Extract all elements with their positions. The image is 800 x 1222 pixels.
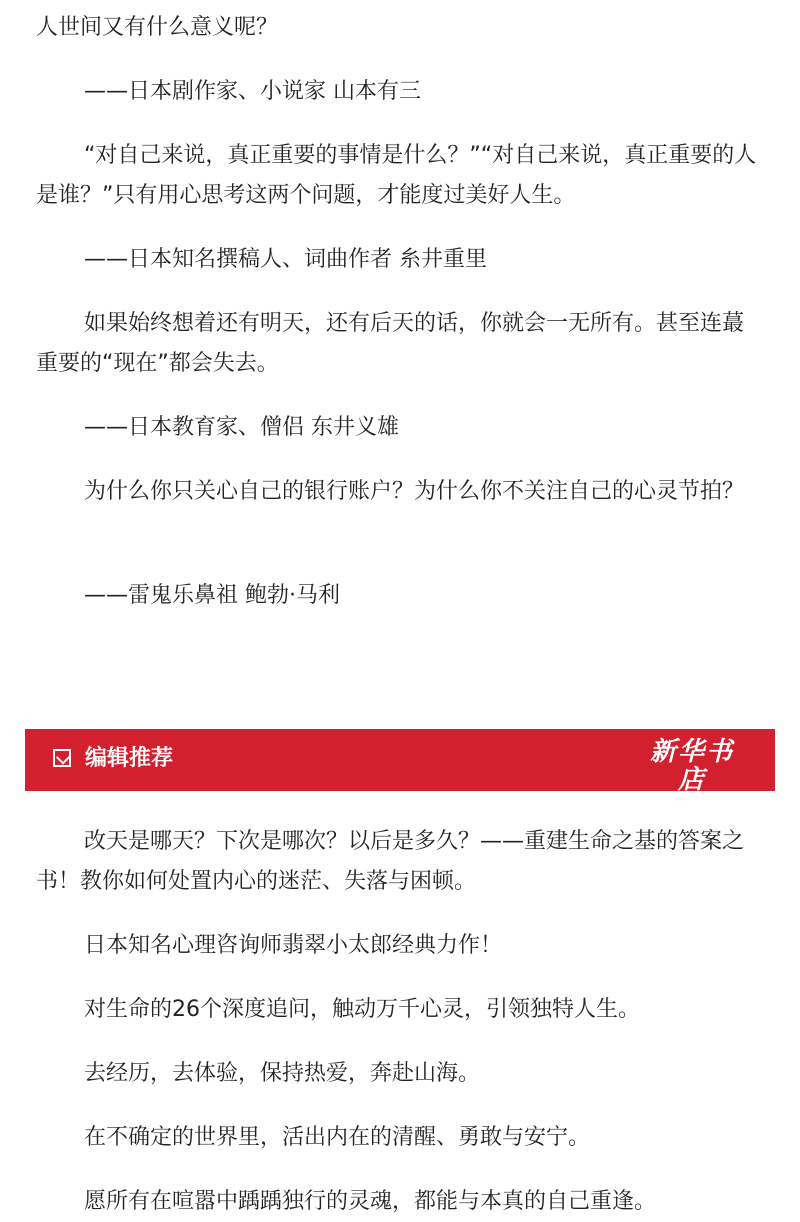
quote-text: 人世间又有什么意义呢？	[36, 15, 279, 40]
logo-text: 新华书店	[649, 737, 734, 795]
quote-attribution: ——日本知名撰稿人、词曲作者 糸井重里	[84, 247, 487, 272]
logo-subtext: XINHUA BOOKSTORE	[647, 796, 737, 804]
quote-text: “对自己来说，真正重要的事情是什么？”“对自己来说，真正重要的人是谁？”只有用心思考这两个问题，才能度过美好人生。	[36, 143, 757, 208]
section-title: 编辑推荐	[85, 746, 174, 771]
recommendation-text: 改天是哪天？下次是哪次？以后是多久？——重建生命之基的答案之书！教你如何处置内心的迷茫、失落与困顿。	[36, 829, 745, 894]
quote-attribution: ——日本剧作家、小说家 山本有三	[84, 79, 421, 104]
quote-text: 为什么你只关心自己的银行账户？为什么你不关注自己的心灵节拍？	[84, 479, 745, 504]
recommendation-text: 日本知名心理咨询师翡翠小太郎经典力作！	[84, 933, 503, 958]
recommendation-text: 对生命的26个深度追问，触动万千心灵，引领独特人生。	[84, 997, 640, 1022]
quote-text: 如果始终想着还有明天，还有后天的话，你就会一无所有。甚至连蕞重要的“现在”都会失去。	[36, 311, 745, 376]
xinhua-bookstore-logo	[637, 737, 747, 804]
recommendation-text: 在不确定的世界里，活出内在的清醒、勇敢与安宁。	[84, 1125, 591, 1150]
recommendation-text: 去经历，去体验，保持热爱，奔赴山海。	[84, 1061, 481, 1086]
quote-attribution: ——雷鬼乐鼻祖 鲍勃·马利	[84, 583, 340, 608]
section-banner	[25, 729, 775, 804]
quote-attribution: ——日本教育家、僧侣 东井义雄	[84, 415, 399, 440]
book-icon	[53, 749, 71, 767]
recommendation-text: 愿所有在喧嚣中踽踽独行的灵魂，都能与本真的自己重逢。	[84, 1189, 657, 1214]
